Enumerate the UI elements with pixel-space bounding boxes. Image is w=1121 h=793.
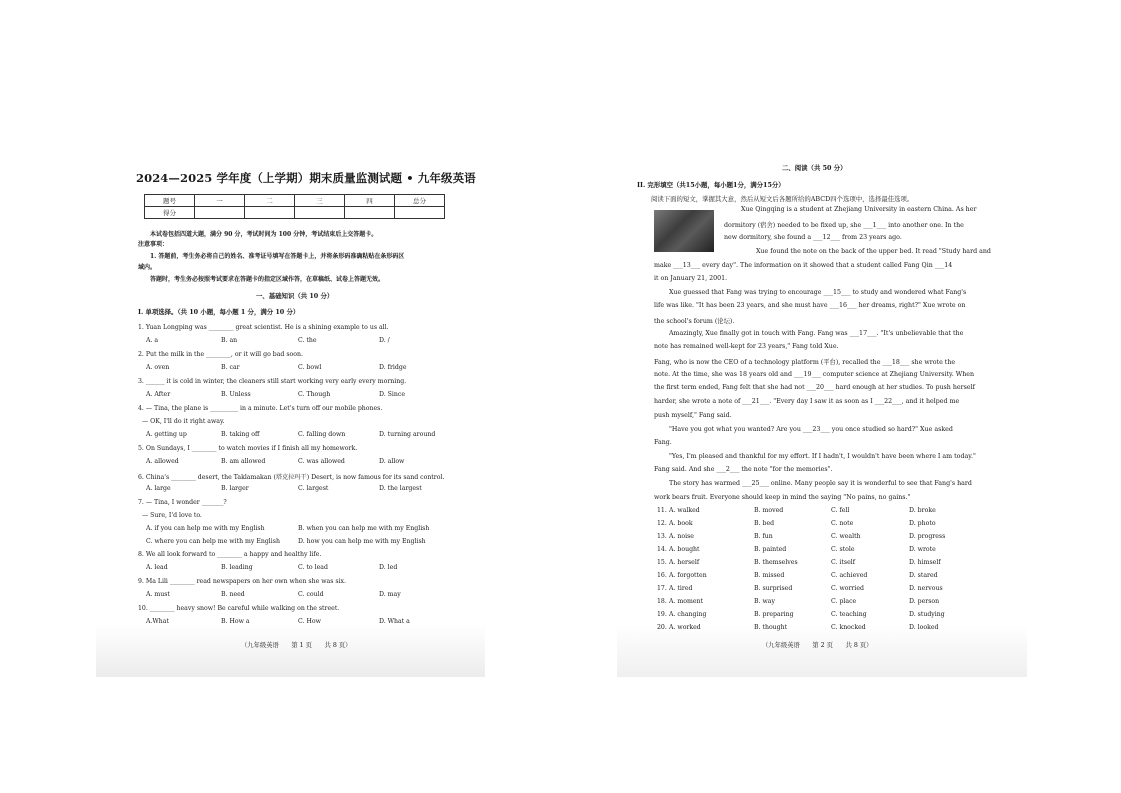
- passage-line: dormitory (宿舍) needed to be fixed up, she ___1___ into another one. In the: [724, 222, 964, 229]
- option-choice: C. teaching: [831, 611, 867, 618]
- part-heading: II. 完形填空（共15小题，每小题1分，满分15分）: [637, 181, 785, 189]
- instruction-text: 阅读下面的短文，掌握其大意，然后从短文后各题所给的ABCD四个选项中，选择最佳选项。: [651, 195, 914, 203]
- question-stem: 9. Ma Lili ________ read newspapers on her own when she was six.: [138, 578, 346, 585]
- option-choice: B. themselves: [754, 559, 798, 566]
- option-choice: D. wrote: [909, 546, 936, 553]
- option-choice: A. large: [146, 485, 171, 492]
- option-choice: D. studying: [909, 611, 945, 618]
- passage-line: Amazingly, Xue finally got in touch with Fang. Fang was ___17___. "It's unbelievable that the: [669, 330, 964, 337]
- passage-line: note. At the time, she was 18 years old and ___19___ computer science at Zhejiang University. When: [654, 371, 975, 378]
- option-choice: D. What a: [379, 618, 410, 625]
- option-choice: D. nervous: [909, 585, 943, 592]
- passage-line: new dormitory, she found a ___12___ from 23 years ago.: [724, 234, 902, 241]
- option-choice: B. fun: [754, 533, 773, 540]
- option-choice: C. knocked: [831, 624, 866, 631]
- option-choice: A. forgotten: [669, 572, 707, 579]
- score-cell: [245, 207, 295, 219]
- option-choice: D. may: [379, 591, 401, 598]
- option-choice: D. looked: [909, 624, 939, 631]
- option-choice: C. wealth: [831, 533, 861, 540]
- exam-title: 2024—2025 学年度（上学期）期末质量监测试题 • 九年级英语: [136, 171, 476, 185]
- option-choice: B. surprised: [754, 585, 793, 592]
- passage-line: Fang, who is now the CEO of a technology platform (平台), recalled the ___18___ she wrote the: [654, 359, 956, 366]
- notice-line: 本试卷包括四道大题，满分 90 分，考试时间为 100 分钟，考试结束后上交答题卡。: [150, 231, 378, 238]
- passage-line: note has remained well-kept for 23 years," Fang told Xue.: [654, 343, 839, 350]
- option-number: 20.: [657, 624, 667, 631]
- passage-line: the first term ended, Fang felt that she had not ___20___ hard enough at her studies. To push herself: [654, 384, 975, 391]
- option-choice: A. walked: [669, 507, 700, 514]
- passage-line: Fang.: [654, 439, 672, 446]
- option-number: 11.: [657, 507, 667, 514]
- score-header-cell: 一: [195, 195, 245, 207]
- option-choice: A. lead: [146, 564, 168, 571]
- option-choice: C. Though: [298, 391, 331, 398]
- option-choice: D. fridge: [379, 364, 407, 371]
- option-choice: D. the largest: [379, 485, 422, 492]
- option-choice: B. am allowed: [221, 458, 266, 465]
- score-row-label: 得分: [145, 207, 195, 219]
- exam-page-1: [96, 150, 485, 677]
- passage-line: "Yes, I'm pleased and thankful for my effort. If I hadn't, I wouldn't have been where I am today.": [669, 453, 976, 460]
- option-choice: C. itself: [831, 559, 856, 566]
- question-stem: 7. — Tina, I wonder _______?: [138, 499, 227, 506]
- option-choice: D. turning around: [379, 431, 436, 438]
- option-choice: B. leading: [221, 564, 253, 571]
- page-footer: （九年级英语 第 1 页 共 8 页）: [241, 642, 352, 649]
- question-stem: 8. We all look forward to ________ a happy and healthy life.: [138, 551, 322, 558]
- passage-line: Fang said. And she ___2___ the note "for the memories".: [654, 466, 833, 473]
- option-choice: C. could: [298, 591, 324, 598]
- option-choice: B. car: [221, 364, 240, 371]
- score-header-cell: 二: [245, 195, 295, 207]
- option-choice: D. stared: [909, 572, 938, 579]
- notice-title: 注意事项：: [138, 241, 169, 248]
- option-choice: A. changing: [669, 611, 707, 618]
- passage-line: push myself," Fang said.: [654, 412, 732, 419]
- option-choice: C. to lead: [298, 564, 328, 571]
- passage-line: the school's forum (论坛).: [654, 318, 735, 325]
- option-choice: B. taking off: [221, 431, 260, 438]
- option-choice: B. when you can help me with my English: [298, 525, 430, 532]
- part-heading: I. 单项选择。（共 10 小题，每小题 1 分，满分 10 分）: [138, 308, 300, 316]
- option-choice: D. photo: [909, 520, 936, 527]
- exam-page-2: [617, 150, 1027, 677]
- question-stem: 5. On Sundays, I ________ to watch movies if I finish all my homework.: [138, 445, 358, 452]
- option-number: 15.: [657, 559, 667, 566]
- passage-line: Xue guessed that Fang was trying to encourage ___15___ to study and wondered what Fang's: [669, 289, 967, 296]
- option-choice: B. need: [221, 591, 245, 598]
- passage-line: life was like. "It has been 23 years, and she must have ___16___ her dreams, right?" Xue wrote on: [654, 302, 966, 309]
- option-choice: C. place: [831, 598, 857, 605]
- question-stem: 3. ______ it is cold in winter, the cleaners still start working very early every morning.: [138, 378, 407, 385]
- option-choice: D. how you can help me with my English: [298, 538, 426, 545]
- option-choice: A. herself: [669, 559, 700, 566]
- question-stem: 10. ________ heavy snow! Be careful while walking on the street.: [138, 605, 340, 612]
- score-header-cell: 三: [295, 195, 345, 207]
- question-dialogue: — Sure, I'd love to.: [142, 512, 202, 519]
- option-number: 19.: [657, 611, 667, 618]
- option-number: 13.: [657, 533, 667, 540]
- option-choice: B. an: [221, 337, 238, 344]
- option-choice: C. falling down: [298, 431, 346, 438]
- score-header-cell: 题号: [145, 195, 195, 207]
- section-heading: 一、基础知识（共 10 分）: [256, 292, 334, 300]
- dormitory-photo: [654, 210, 714, 252]
- notice-line: 1. 答题前，考生务必将自己的姓名、准考证号填写在答题卡上，并将条形码准确粘贴在条形码区: [150, 253, 405, 260]
- option-choice: C. How: [298, 618, 321, 625]
- option-choice: C. worried: [831, 585, 864, 592]
- option-choice: C. stole: [831, 546, 855, 553]
- passage-line: The story has warmed ___25___ online. Many people say it is wonderful to see that Fang's hard: [669, 480, 972, 487]
- option-choice: B. painted: [754, 546, 787, 553]
- score-header-cell: 四: [345, 195, 395, 207]
- option-choice: D. /: [379, 337, 390, 344]
- option-choice: D. progress: [909, 533, 946, 540]
- option-choice: A. getting up: [146, 431, 187, 438]
- option-choice: D. broke: [909, 507, 936, 514]
- option-choice: A. bought: [669, 546, 700, 553]
- passage-line: work bears fruit. Everyone should keep in mind the saying "No pains, no gains.": [654, 494, 911, 501]
- question-stem: 4. — Tina, the plane is _________ in a minute. Let's turn off our mobile phones.: [138, 405, 383, 412]
- option-choice: B. Unless: [221, 391, 251, 398]
- option-choice: A. oven: [146, 364, 170, 371]
- notice-line: 域内。: [138, 264, 157, 271]
- option-choice: C. bowl: [298, 364, 322, 371]
- passage-line: Xue Qingqing is a student at Zhejiang University in eastern China. As her: [741, 206, 977, 213]
- option-choice: A. allowed: [146, 458, 179, 465]
- passage-line: make ___13___ every day". The information on it showed that a student called Fang Qin ___14: [654, 262, 953, 269]
- passage-line: it on January 21, 2001.: [654, 275, 728, 282]
- option-choice: D. led: [379, 564, 398, 571]
- option-choice: A. must: [146, 591, 170, 598]
- option-choice: C. where you can help me with my English: [146, 538, 280, 545]
- question-stem: 1. Yuan Longping was ________ great scientist. He is a shining example to us all.: [138, 324, 389, 331]
- option-choice: D. allow: [379, 458, 405, 465]
- option-choice: B. moved: [754, 507, 784, 514]
- option-choice: C. note: [831, 520, 854, 527]
- option-choice: A.What: [146, 618, 169, 625]
- notice-line: 答题时，考生务必按照考试要求在答题卡的指定区域作答，在草稿纸、试卷上答题无效。: [150, 276, 385, 283]
- score-cell: [395, 207, 445, 219]
- option-choice: C. the: [298, 337, 317, 344]
- section-heading: 二、阅读（共 50 分）: [782, 164, 847, 172]
- option-choice: A. if you can help me with my English: [146, 525, 265, 532]
- option-choice: B. way: [754, 598, 775, 605]
- option-choice: D. Since: [379, 391, 406, 398]
- option-number: 14.: [657, 546, 667, 553]
- option-number: 17.: [657, 585, 667, 592]
- option-choice: C. largest: [298, 485, 329, 492]
- option-choice: B. bed: [754, 520, 775, 527]
- option-number: 12.: [657, 520, 667, 527]
- option-choice: A. worked: [669, 624, 701, 631]
- question-stem: 2. Put the milk in the ________, or it will go bad soon.: [138, 351, 303, 358]
- score-cell: [345, 207, 395, 219]
- score-cell: [295, 207, 345, 219]
- score-cell: [195, 207, 245, 219]
- passage-line: harder, she wrote a note of ___21___. "Every day I saw it as soon as I ___22___, and it helped me: [654, 398, 960, 405]
- question-stem: 6. China's ________ desert, the Taklamakan (塔克拉玛干) Desert, is now famous for its sand control.: [138, 474, 445, 481]
- option-choice: B. larger: [221, 485, 249, 492]
- score-header-cell: 总分: [395, 195, 445, 207]
- option-number: 16.: [657, 572, 667, 579]
- option-choice: D. himself: [909, 559, 941, 566]
- option-choice: C. was allowed: [298, 458, 345, 465]
- option-choice: D. person: [909, 598, 940, 605]
- passage-line: Xue found the note on the back of the upper bed. It read "Study hard and: [756, 248, 991, 255]
- option-number: 18.: [657, 598, 667, 605]
- option-choice: B. missed: [754, 572, 785, 579]
- question-dialogue: — OK, I'll do it right away.: [142, 418, 225, 425]
- option-choice: B. thought: [754, 624, 788, 631]
- option-choice: A. moment: [669, 598, 703, 605]
- score-table: [144, 194, 445, 219]
- option-choice: A. book: [669, 520, 693, 527]
- passage-line: "Have you got what you wanted? Are you ___23___ you once studied so hard?" Xue asked: [669, 426, 953, 433]
- option-choice: A. tired: [669, 585, 693, 592]
- option-choice: A. After: [146, 391, 171, 398]
- option-choice: B. preparing: [754, 611, 794, 618]
- option-choice: C. fell: [831, 507, 850, 514]
- option-choice: A. a: [146, 337, 159, 344]
- option-choice: A. noise: [669, 533, 694, 540]
- page-footer: （九年级英语 第 2 页 共 8 页）: [762, 642, 873, 649]
- option-choice: C. achieved: [831, 572, 868, 579]
- option-choice: B. How a: [221, 618, 250, 625]
